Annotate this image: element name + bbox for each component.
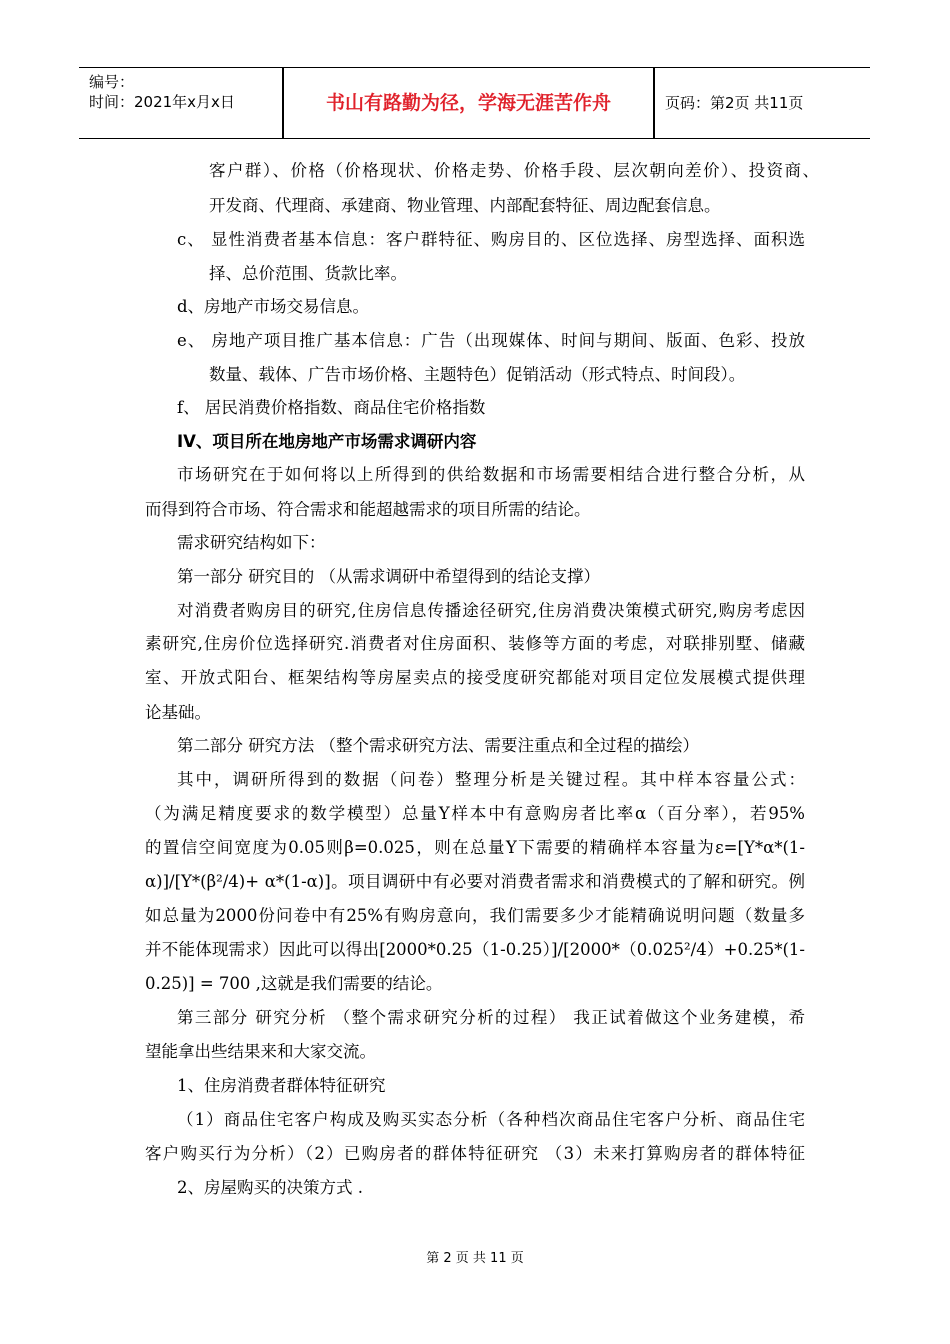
list-item: 1、住房消费者群体特征研究 [177, 1076, 386, 1095]
body-line: 0.25)] = 700 ,这就是我们需要的结论。 [145, 974, 443, 993]
body-line: 开发商、代理商、承建商、物业管理、内部配套特征、周边配套信息。 [209, 196, 721, 215]
body-line: c、 显性消费者基本信息：客户群特征、购房目的、区位选择、房型选择、面积选 [177, 230, 805, 249]
body-line: 对消费者购房目的研究,住房信息传播途径研究,住房消费决策模式研究,购房考虑因 [177, 601, 805, 620]
body-line: 的置信空间宽度为0.05则β=0.025，则在总量Y下需要的精确样本容量为ε=[Y*α*(1- [145, 838, 805, 857]
body-line: f、 居民消费价格指数、商品住宅价格指数 [177, 398, 486, 417]
body-line: 而得到符合市场、符合需求和能超越需求的项目所需的结论。 [145, 500, 591, 519]
list-item: 2、房屋购买的决策方式 . [177, 1178, 363, 1197]
header-motto: 书山有路勤为径，学海无涯苦作舟 [325, 92, 611, 114]
body-line: 择、总价范围、货款比率。 [209, 264, 407, 283]
body-line: 并不能体现需求）因此可以得出[2000*0.25（1-0.25）]/[2000*（0.025²/4）+0.25*(1- [145, 940, 805, 959]
body-line: e、 房地产项目推广基本信息：广告（出现媒体、时间与期间、版面、色彩、投放 [177, 331, 805, 350]
document-header [79, 67, 870, 139]
page-footer: 第 2 页 共 11 页 [426, 1251, 524, 1266]
header-meta-cell [79, 68, 282, 138]
body-line: （1）商品住宅客户构成及购买实态分析（各种档次商品住宅客户分析、商品住宅 [177, 1110, 805, 1129]
part-heading: 第一部分 研究目的 （从需求调研中希望得到的结论支撑） [177, 567, 600, 586]
body-line: 论基础。 [145, 703, 211, 722]
body-line: d、房地产市场交易信息。 [177, 297, 370, 316]
body-line: α)]/[Y*(β²/4)+ α*(1-α)]。项目调研中有必要对消费者需求和消费模式的了解和研究。例 [145, 872, 805, 891]
body-line: 望能拿出些结果来和大家交流。 [145, 1042, 376, 1061]
body-line: 客户群）、价格（价格现状、价格走势、价格手段、层次朝向差价）、投资商、 [209, 161, 819, 180]
body-line: 其中，调研所得到的数据（问卷）整理分析是关键过程。其中样本容量公式： [177, 770, 805, 789]
part-heading: 第二部分 研究方法 （整个需求研究方法、需要注重点和全过程的描绘） [177, 736, 699, 755]
section-heading: IV、项目所在地房地产市场需求调研内容 [177, 432, 477, 451]
body-line: 如总量为2000份问卷中有25%有购房意向，我们需要多少才能精确说明问题（数量多 [145, 906, 805, 925]
document-date-label: 时间：2021年x月x日 [89, 93, 235, 111]
body-line: 需求研究结构如下： [177, 533, 326, 552]
body-line: 室、开放式阳台、框架结构等房屋卖点的接受度研究都能对项目定位发展模式提供理 [145, 668, 805, 687]
body-line: 数量、载体、广告市场价格、主题特色）促销活动（形式特点、时间段）。 [209, 365, 746, 384]
body-line: （为满足精度要求的数学模型）总量Y样本中有意购房者比率α（百分率），若95% [145, 804, 805, 823]
header-divider [653, 68, 655, 138]
body-line: 客户购买行为分析）（2）已购房者的群体特征研究 （3）未来打算购房者的群体特征 [145, 1144, 805, 1163]
header-page-info: 页码：第2页 共11页 [665, 94, 804, 112]
body-line: 市场研究在于如何将以上所得到的供给数据和市场需要相结合进行整合分析，从 [177, 465, 805, 484]
body-line: 素研究,住房价位选择研究.消费者对住房面积、装修等方面的考虑，对联排别墅、储藏 [145, 634, 805, 653]
document-code-label: 编号： [89, 73, 135, 91]
body-line: 第三部分 研究分析 （整个需求研究分析的过程） 我正试着做这个业务建模，希 [177, 1008, 805, 1027]
